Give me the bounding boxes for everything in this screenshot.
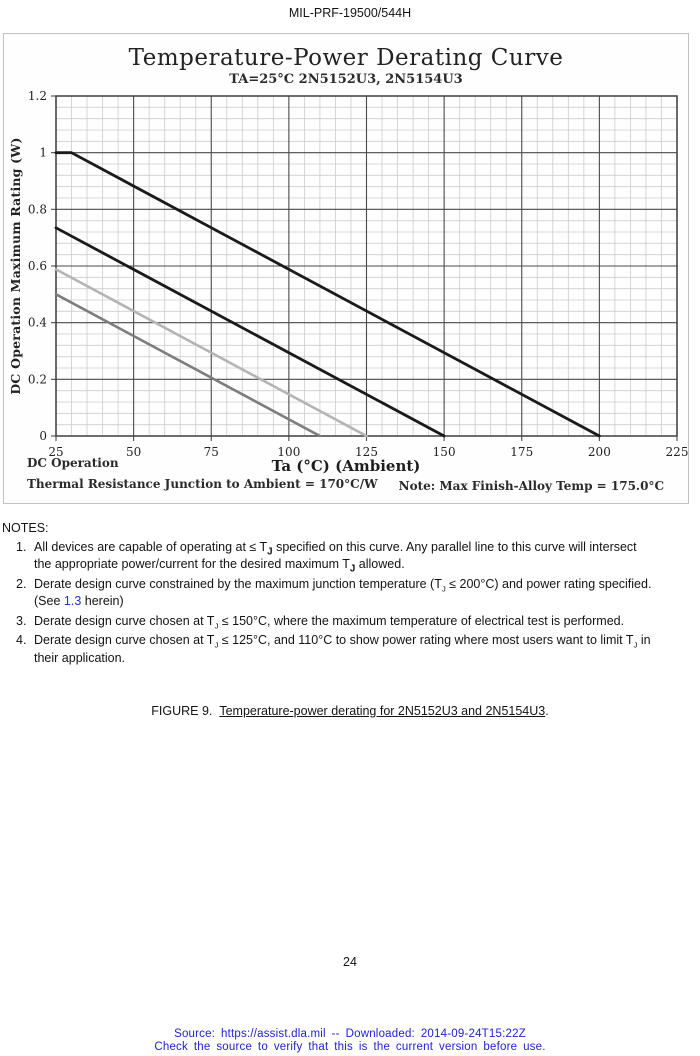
note-text: herein) <box>81 594 124 608</box>
subscript-j: J <box>214 621 219 630</box>
chart-subtitle: TA=25°C 2N5152U3, 2N5154U3 <box>229 72 463 87</box>
note-text: their application. <box>34 650 126 665</box>
note-text: ≤ 200°C) and power rating specified. <box>445 576 652 591</box>
y-tick-label: 0.4 <box>27 315 47 330</box>
y-tick-label: 0.6 <box>27 259 47 273</box>
notes-heading: NOTES: <box>2 521 49 535</box>
dc-operation-label: DC Operation <box>27 456 119 470</box>
note-text: All devices are capable of operating at ≤ T <box>34 539 268 554</box>
note-number: 1. <box>16 539 27 554</box>
x-tick-label: 125 <box>355 445 378 459</box>
derating-curve-1 <box>56 153 599 436</box>
finish-alloy-note: Note: Max Finish-Alloy Temp = 175.0°C <box>398 479 664 493</box>
derating-figure <box>3 33 689 504</box>
footer-source-line: Source: https://assist.dla.mil -- Downloaded: 2014-09-24T15:22Z <box>174 1028 526 1040</box>
x-axis-title: Ta (°C) (Ambient) <box>271 457 421 475</box>
note-number: 3. <box>16 613 27 628</box>
y-axis-title: DC Operation Maximum Rating (W) <box>8 137 23 395</box>
x-tick-label: 75 <box>203 445 219 459</box>
footer-warning-line: Check the source to verify that this is the current version before use. <box>154 1041 546 1053</box>
note-text: Derate design curve chosen at T <box>34 633 215 647</box>
note-text: Derate design curve chosen at T <box>34 613 215 628</box>
notes-list <box>0 539 700 668</box>
derating-curve-4 <box>56 294 320 436</box>
notes-section <box>0 520 700 669</box>
note-item-1 <box>0 539 700 574</box>
note-number: 2. <box>16 576 27 591</box>
x-tick-label: 200 <box>587 445 611 459</box>
y-tick-label: 0.8 <box>27 202 47 217</box>
note-text: in <box>637 633 651 647</box>
note-text: specified on this curve. Any parallel line to this curve will intersect <box>272 539 637 554</box>
x-tick-label: 100 <box>277 445 301 459</box>
derating-curve-2 <box>56 228 444 436</box>
note-text: the appropriate power/current for the desired maximum T <box>34 557 350 571</box>
subscript-j: J <box>214 640 219 650</box>
section-1-3-link[interactable]: 1.3 <box>63 594 82 608</box>
thermal-resistance-note: Thermal Resistance Junction to Ambient = 170°C/W <box>27 477 378 491</box>
x-tick-label: 225 <box>665 445 688 459</box>
subscript-j: J <box>633 640 638 650</box>
chart-title: Temperature-Power Derating Curve <box>128 45 564 71</box>
subscript-j: J <box>349 563 356 575</box>
x-tick-label: 150 <box>432 445 456 459</box>
figure-caption-period: . <box>545 704 549 718</box>
note-text: Derate design curve constrained by the maximum junction temperature (T <box>34 576 442 591</box>
y-tick-label: 1.2 <box>27 89 47 103</box>
y-tick-label: 1 <box>39 145 47 160</box>
note-number: 4. <box>16 633 27 647</box>
page-number: 24 <box>343 955 357 969</box>
y-tick-label: 0.2 <box>27 372 47 387</box>
figure-caption-prefix: FIGURE 9. <box>151 704 213 718</box>
x-tick-label: 50 <box>125 445 142 459</box>
figure-caption <box>0 704 700 718</box>
note-item-4 <box>0 632 700 667</box>
figure-caption-text: Temperature-power derating for 2N5152U3 and 2N5154U3 <box>219 704 546 718</box>
note-text: ≤ 150°C, where the maximum temperature of electrical test is performed. <box>218 613 625 628</box>
note-text: (See <box>34 594 64 608</box>
document-footer <box>0 1028 700 1054</box>
derating-chart <box>4 34 688 503</box>
x-tick-label: 175 <box>510 445 534 459</box>
note-item-3 <box>0 613 700 631</box>
subscript-j: J <box>267 546 273 557</box>
note-text: allowed. <box>355 557 405 571</box>
x-tick-label: 25 <box>48 445 64 459</box>
note-item-2 <box>0 576 700 611</box>
note-text: ≤ 125°C, and 110°C to show power rating where most users want to limit T <box>218 633 634 647</box>
y-tick-label: 0 <box>39 429 47 443</box>
subscript-j: J <box>441 584 446 593</box>
document-header: MIL-PRF-19500/544H <box>288 6 412 20</box>
